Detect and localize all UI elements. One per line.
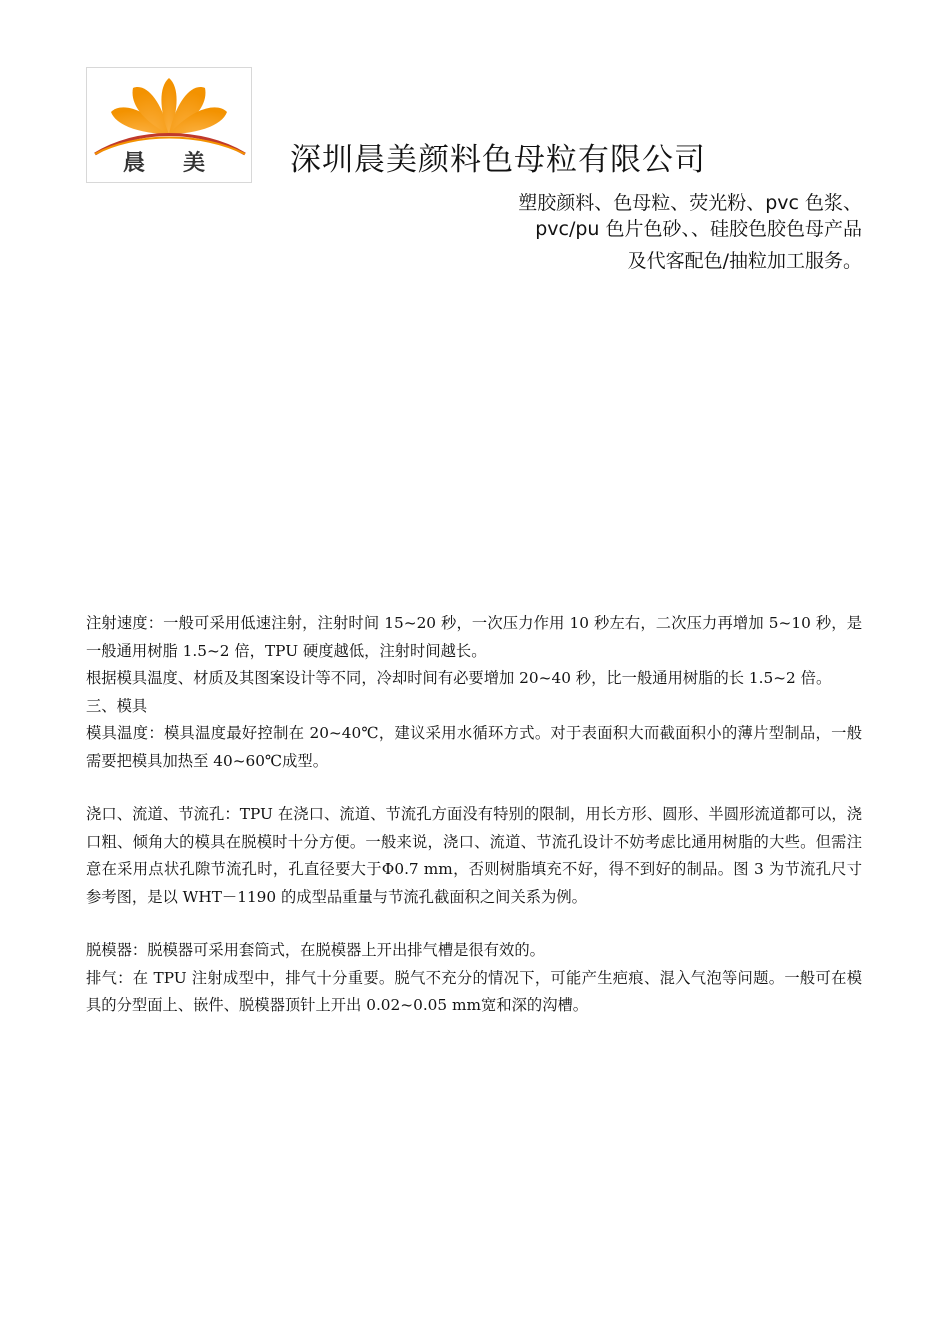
paragraph-injection-speed: 注射速度：一般可采用低速注射，注射时间 15~20 秒，一次压力作用 10 秒左右，二次压力再增加 5~10 秒，是一般通用树脂 1.5~2 倍，TPU 硬度越低，注射时间越长。 — [86, 614, 862, 660]
paragraph-mold-temperature: 模具温度：模具温度最好控制在 20~40℃，建议采用水循环方式。对于表面积大而截面积小的薄片型制品，一般需要把模具加热至 40~60℃成型。 — [86, 724, 862, 770]
logo-text-chen: 晨 — [123, 150, 146, 176]
company-logo — [86, 67, 252, 183]
sun-logo-icon — [87, 68, 251, 182]
paragraph-gate-runner: 浇口、流道、节流孔：TPU 在浇口、流道、节流孔方面没有特别的限制，用长方形、圆形、半圆形流道都可以，浇口粗、倾角大的模具在脱模时十分方便。一般来说，浇口、流道、节流孔设计不妨考虑比通用树脂的大些。但需注意在采用点状孔隙节流孔时，孔直径要大于Φ0.7 mm，否则树脂填充不好，得不到好的制品。图 3 为节流孔尺寸参考图，是以 WHT－1190 的成型品重量与节流孔截面积之间关系为例。 — [86, 805, 862, 906]
paragraph-ejector: 脱模器：脱模器可采用套筒式，在脱模器上开出排气槽是很有效的。 — [86, 941, 545, 959]
section-heading-mold: 三、模具 — [86, 696, 148, 715]
tagline-line-2: pvc/pu 色片色砂、、硅胶色胶色母产品 — [535, 218, 862, 240]
document-body — [86, 610, 862, 1020]
paragraph-venting: 排气：在 TPU 注射成型中，排气十分重要。脱气不充分的情况下，可能产生疤痕、混入气泡等问题。一般可在模具的分型面上、嵌件、脱模器顶针上开出 0.02~0.05 mm宽和深的沟槽。 — [86, 968, 862, 1014]
spacer — [86, 775, 862, 801]
company-name: 深圳晨美颜料色母粒有限公司 — [290, 142, 706, 178]
tagline-line-1: 塑胶颜料、色母粒、荧光粉、pvc 色浆、 — [518, 192, 862, 214]
logo-text-mei: 美 — [183, 150, 206, 176]
paragraph-cooling-time: 根据模具温度、材质及其图案设计等不同，冷却时间有必要增加 20~40 秒，比一般通用树脂的长 1.5~2 倍。 — [86, 669, 832, 687]
spacer — [86, 911, 862, 937]
tagline-line-3: 及代客配色/抽粒加工服务。 — [627, 250, 862, 272]
